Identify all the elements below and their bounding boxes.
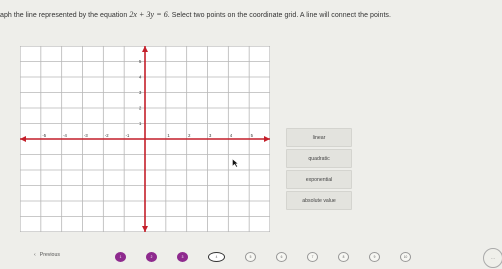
coordinate-grid[interactable] (20, 46, 270, 232)
y-tick-label: 1 (139, 121, 142, 126)
question-prefix: aph the line represented by the equation (0, 12, 130, 19)
nav-item-1[interactable] (115, 252, 126, 262)
chevron-left-icon: ‹ (34, 252, 36, 258)
y-tick-label: 5 (139, 59, 142, 64)
x-tick-label: -1 (125, 133, 130, 138)
nav-item-number: 3 (181, 255, 184, 259)
option-absolute-value[interactable] (286, 191, 352, 210)
nav-item-number: 9 (373, 255, 376, 259)
nav-item-10[interactable] (400, 252, 411, 262)
y-tick-label: 2 (139, 105, 142, 111)
nav-item-3[interactable] (177, 252, 188, 262)
equation: 2x + 3y = 6 (129, 10, 168, 19)
nav-item-number: 4 (215, 255, 218, 259)
y-tick-label: 4 (139, 74, 142, 80)
menu-button[interactable] (483, 248, 502, 268)
nav-item-9[interactable] (369, 252, 380, 262)
x-tick-label: 2 (188, 133, 191, 138)
option-label: linear (312, 134, 326, 141)
nav-item-6[interactable] (276, 252, 287, 262)
function-type-options (286, 128, 352, 212)
nav-item-number: 5 (249, 255, 252, 259)
y-tick-label: 3 (139, 90, 142, 95)
nav-item-8[interactable] (338, 252, 349, 262)
x-tick-label: -5 (42, 133, 47, 138)
option-label: absolute value (302, 197, 336, 204)
nav-item-number: 10 (403, 255, 408, 259)
x-tick-label: 4 (229, 133, 233, 138)
nav-item-number: 1 (119, 255, 122, 259)
nav-item-5[interactable] (245, 252, 256, 262)
previous-button[interactable] (34, 252, 60, 258)
more-icon: ⋯ (491, 255, 495, 261)
nav-item-4[interactable] (208, 252, 225, 262)
x-tick-label: 3 (209, 133, 212, 138)
nav-item-number: 2 (150, 255, 153, 259)
option-label: exponential (305, 176, 333, 183)
question-suffix: . Select two points on the coordinate grid. A line will connect the points. (167, 12, 391, 19)
coordinate-grid-svg[interactable] (20, 46, 270, 232)
x-tick-label: -3 (84, 133, 88, 138)
option-exponential[interactable] (286, 170, 352, 189)
nav-item-7[interactable] (307, 252, 318, 262)
question-prompt (0, 10, 502, 19)
previous-label: Previous (39, 252, 60, 258)
x-tick-label: 1 (167, 133, 170, 138)
option-linear[interactable] (286, 128, 352, 147)
option-label: quadratic (308, 155, 330, 162)
nav-item-2[interactable] (146, 252, 157, 262)
x-tick-label: -2 (104, 133, 109, 138)
nav-item-number: 8 (342, 255, 345, 259)
option-quadratic[interactable] (286, 149, 352, 168)
x-tick-label: -4 (63, 133, 67, 138)
nav-item-number: 7 (311, 255, 314, 259)
nav-item-number: 6 (280, 255, 283, 259)
x-tick-label: 5 (250, 133, 254, 138)
